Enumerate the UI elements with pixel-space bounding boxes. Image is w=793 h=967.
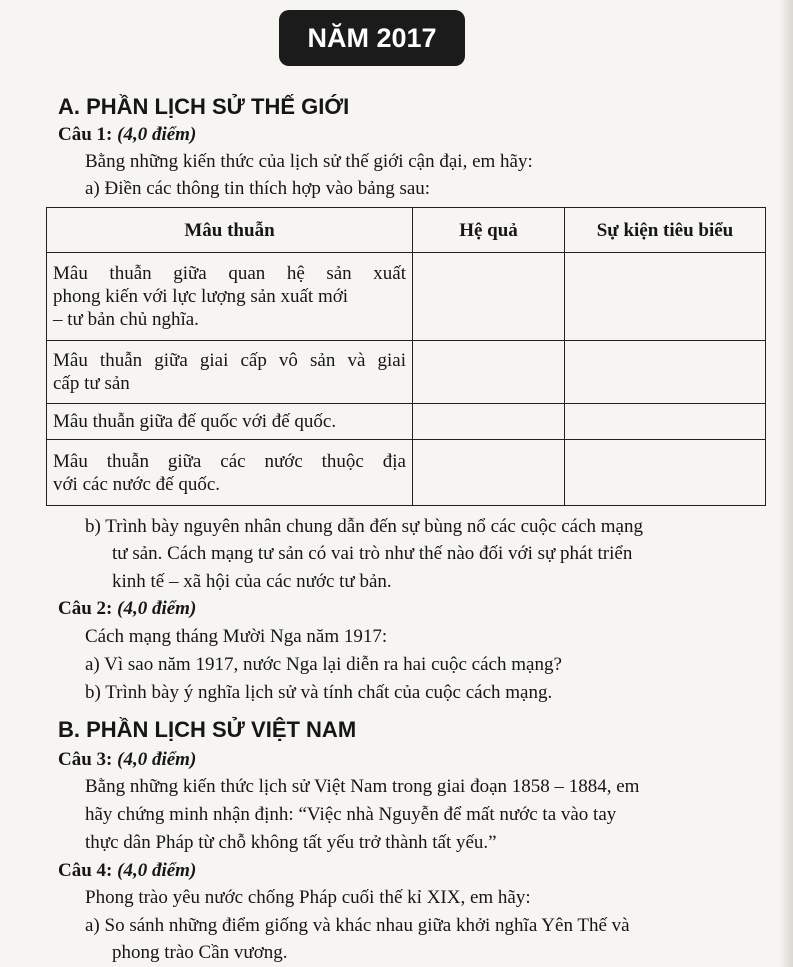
table-cell-empty bbox=[413, 440, 565, 506]
table-cell-empty bbox=[565, 253, 766, 341]
question-1-points: (4,0 điểm) bbox=[117, 124, 197, 145]
cell-line: – tư bản chủ nghĩa. bbox=[53, 309, 199, 330]
question-1-part-b-line: b) Trình bày nguyên nhân chung dẫn đến sự bùng nổ các cuộc cách mạng bbox=[85, 516, 643, 537]
question-3-line: hãy chứng minh nhận định: “Việc nhà Nguyễn để mất nước ta vào tay bbox=[85, 804, 617, 825]
table-cell-empty bbox=[565, 341, 766, 404]
question-2-intro: Cách mạng tháng Mười Nga năm 1917: bbox=[85, 626, 388, 647]
table-cell-contradiction bbox=[47, 341, 413, 404]
section-a-title: A. PHẦN LỊCH SỬ THẾ GIỚI bbox=[58, 94, 350, 119]
cell-line: phong kiến với lực lượng sản xuất mới bbox=[53, 286, 349, 307]
question-2-title bbox=[58, 598, 196, 620]
question-1-label: Câu 1: bbox=[58, 124, 113, 145]
question-4-label: Câu 4: bbox=[58, 860, 113, 881]
table-cell-empty bbox=[413, 341, 565, 404]
question-4-part-a-line: phong trào Cần vương. bbox=[112, 942, 288, 963]
table-row bbox=[47, 440, 766, 506]
question-3-line: thực dân Pháp từ chỗ không tất yếu trở thành tất yếu.” bbox=[85, 832, 497, 853]
question-2-part-a: a) Vì sao năm 1917, nước Nga lại diễn ra hai cuộc cách mạng? bbox=[85, 654, 562, 675]
cell-line: Mâu thuẫn giữa các nước thuộc địa bbox=[53, 450, 406, 472]
cell-line: cấp tư sản bbox=[53, 373, 130, 394]
section-b-title: B. PHẦN LỊCH SỬ VIỆT NAM bbox=[58, 717, 357, 742]
question-1-part-b-line: tư sản. Cách mạng tư sản có vai trò như thế nào đối với sự phát triển bbox=[112, 543, 633, 564]
question-3-line: Bằng những kiến thức lịch sử Việt Nam trong giai đoạn 1858 – 1884, em bbox=[85, 776, 640, 797]
question-4-title bbox=[58, 860, 196, 882]
question-2-part-b: b) Trình bày ý nghĩa lịch sử và tính chất của cuộc cách mạng. bbox=[85, 682, 553, 703]
table-cell-empty bbox=[565, 404, 766, 440]
question-2-points: (4,0 điểm) bbox=[117, 598, 197, 619]
table-cell-contradiction bbox=[47, 253, 413, 341]
table-row bbox=[47, 404, 766, 440]
question-4-points: (4,0 điểm) bbox=[117, 860, 197, 881]
table-cell-empty bbox=[413, 253, 565, 341]
table-row bbox=[47, 341, 766, 404]
question-3-points: (4,0 điểm) bbox=[117, 749, 197, 770]
question-2-label: Câu 2: bbox=[58, 598, 113, 619]
year-badge: NĂM 2017 bbox=[279, 10, 465, 66]
question-4-intro: Phong trào yêu nước chống Pháp cuối thế kỉ XIX, em hãy: bbox=[85, 887, 531, 908]
table-cell-contradiction bbox=[47, 440, 413, 506]
cell-line: Mâu thuẫn giữa đế quốc với đế quốc. bbox=[53, 411, 337, 432]
table-cell-contradiction bbox=[47, 404, 413, 440]
table-row bbox=[47, 253, 766, 341]
header-he-qua: Hệ quả bbox=[413, 208, 565, 253]
cell-line: với các nước đế quốc. bbox=[53, 473, 221, 495]
question-4-part-a-line: a) So sánh những điểm giống và khác nhau giữa khởi nghĩa Yên Thế và bbox=[85, 915, 630, 936]
question-3-label: Câu 3: bbox=[58, 749, 113, 770]
question-1-title bbox=[58, 124, 196, 146]
question-3-title bbox=[58, 749, 196, 771]
question-1-part-a: a) Điền các thông tin thích hợp vào bảng sau: bbox=[85, 178, 431, 199]
header-mau-thuan: Mâu thuẫn bbox=[47, 208, 413, 253]
question-1-intro: Bằng những kiến thức của lịch sử thế giới cận đại, em hãy: bbox=[85, 151, 533, 172]
page-edge-shadow bbox=[779, 0, 793, 967]
cell-line: Mâu thuẫn giữa quan hệ sản xuất bbox=[53, 263, 406, 284]
question-1-part-b-line: kinh tế – xã hội của các nước tư bản. bbox=[112, 571, 392, 592]
table-cell-empty bbox=[565, 440, 766, 506]
table-cell-empty bbox=[413, 404, 565, 440]
cell-line: Mâu thuẫn giữa giai cấp vô sản và giai bbox=[53, 350, 406, 371]
header-su-kien: Sự kiện tiêu biểu bbox=[565, 208, 766, 253]
contradictions-table bbox=[46, 207, 766, 506]
table-header-row bbox=[47, 208, 766, 253]
